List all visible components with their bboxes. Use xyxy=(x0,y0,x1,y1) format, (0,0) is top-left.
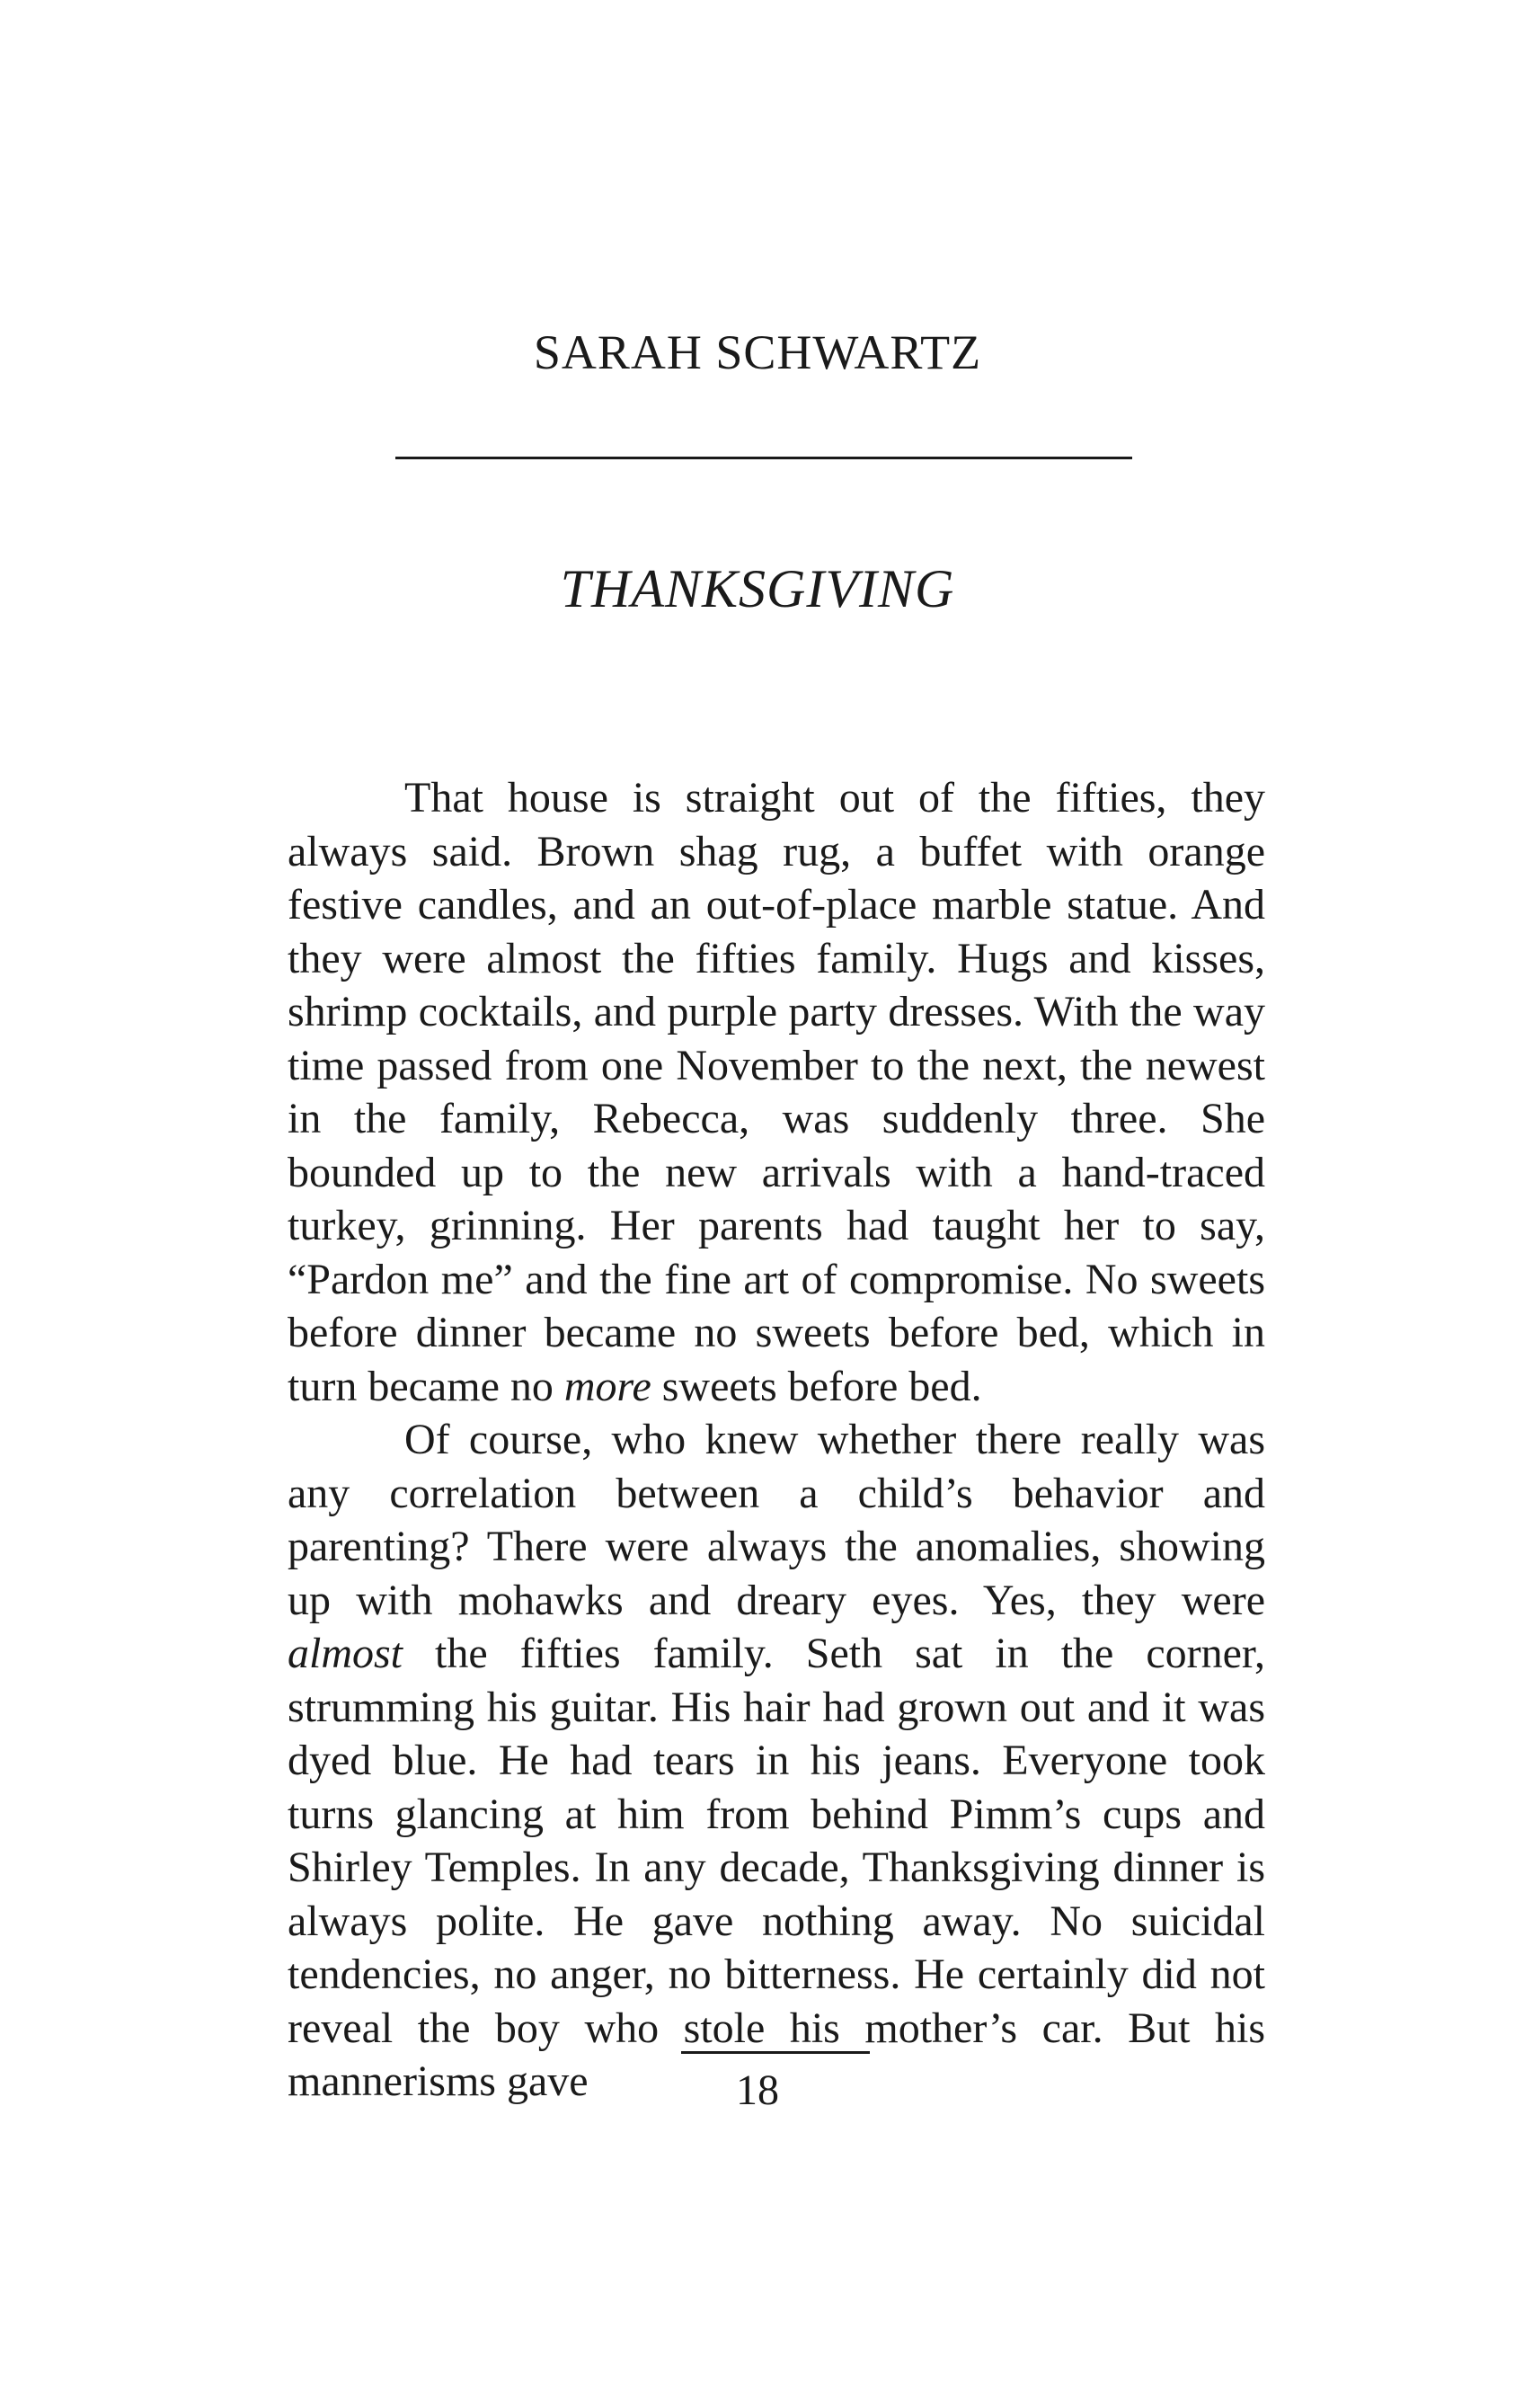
page-number: 18 xyxy=(736,2066,779,2114)
paragraph-2-text-b: the fifties family. Seth sat in the corner, strumming his guitar. His hair had grown out and it was dyed blue. He had tears in his jeans. Everyone took turns glancing at him from behind Pimm’s cups and Shirley Temples. In any decade, Thanksgiving dinner is always polite. He gave nothing away. No suicidal tendencies, no anger, no bitterness. He certainly did not reveal the boy who stole his mother’s car. But his mannerisms gave xyxy=(288,1630,1265,2105)
paragraph-1-text-a: That house is straight out of the fifties, they always said. Brown shag rug, a buffet with orange festive candles, and an out-of-place marble statue. And they were almost the fifties family. Hugs and kisses, shrimp cocktails, and purple party dresses. With the way time passed from one November to the next, the newest in the family, Rebecca, was suddenly three. She bounded up to the new arrivals with a hand-traced turkey, grinning. Her parents had taught her to say, “Pardon me” and the fine art of compromise. No sweets before dinner became no sweets before bed, which in turn became no xyxy=(288,774,1265,1410)
header-divider xyxy=(395,457,1132,459)
paragraph-2 xyxy=(288,1413,1265,2109)
paragraph-2-emphasis: almost xyxy=(288,1630,403,1677)
story-title: THANKSGIVING xyxy=(560,559,955,618)
paragraph-1 xyxy=(288,771,1265,1413)
footer-divider xyxy=(681,2051,870,2054)
paragraph-1-text-b: sweets before bed. xyxy=(651,1362,982,1410)
author-name: SARAH SCHWARTZ xyxy=(533,325,982,379)
paragraph-1-emphasis: more xyxy=(563,1362,651,1410)
story-body xyxy=(288,771,1265,2109)
paragraph-2-text-a: Of course, who knew whether there really was any correlation between a child’s behavior and parenting? There were always the anomalies, showing up with mohawks and dreary eyes. Yes, they were xyxy=(288,1416,1265,1624)
